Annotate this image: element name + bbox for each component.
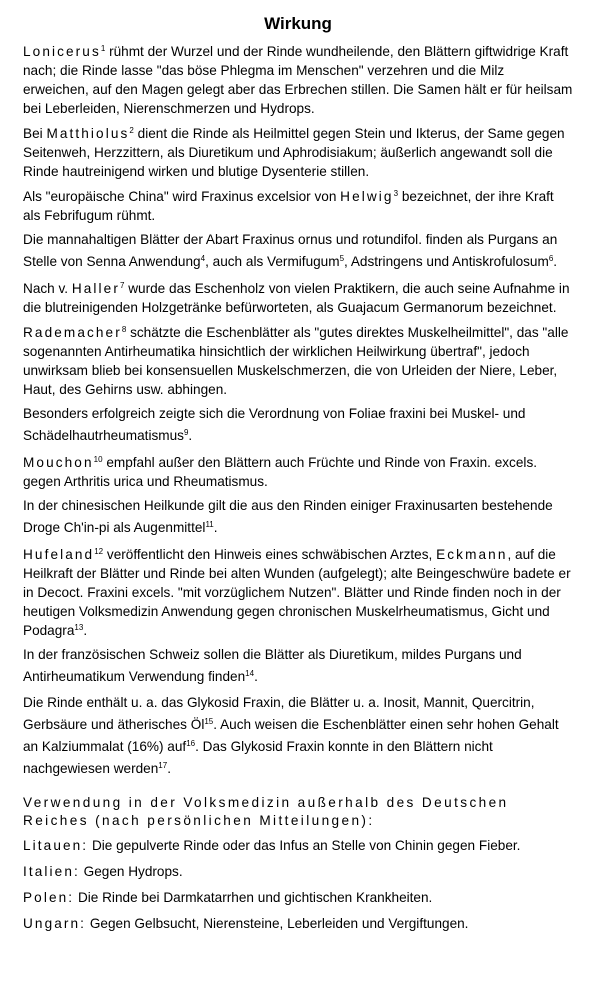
footnote-ref: 6: [548, 254, 554, 263]
paragraph-text: rühmt der Wurzel und der Rinde wundheilende, den Blättern giftwidrige Kraft nach; die Rinde lasse "das böse Phlegma im Menschen" verzehren und die Milz erweichen, auf den Magen gelegt aber das Erbrechen stillen. Die Samen hält er für heilsam bei Leberleiden, Nierenschmerzen und Hydrops.: [23, 44, 573, 116]
footnote-ref: 7: [119, 281, 125, 290]
paragraph-haller: [23, 279, 573, 317]
country-label: Polen:: [23, 890, 75, 905]
paragraph-text: Die mannahaltigen Blätter der Abart Fraxinus ornus und rotundifol. finden als Purgans an Stelle von Senna Anwendung: [23, 232, 558, 269]
paragraph-mouchon: [23, 453, 573, 491]
paragraph-foliae: [23, 403, 573, 447]
paragraph-text: .: [213, 520, 218, 535]
footnote-ref: 15: [204, 717, 214, 726]
paragraph-text: wurde das Eschenholz von vielen Praktikern, die auch seine Aufnahme in die blutreinigenden Holzgetränke befürworteten, als Guajacum Germanorum bezeichnet.: [23, 281, 570, 315]
paragraph-text: .: [83, 623, 88, 638]
list-item-text: Gegen Gelbsucht, Nierensteine, Leberleiden und Vergiftungen.: [89, 916, 469, 931]
paragraph-text: schätzte die Eschenblätter als "gutes direktes Muskelheilmittel", das "alle sogenannten Antirheumatika hinsichtlich der wirklichen Heilwirkung übertraf", jedoch unwirksam blieb bei konsensuellen Muskelschmerzen, die von Urleiden der Niere, Leber, Haut, des Gehirns usw. abhingen.: [23, 325, 569, 397]
paragraph-text: . Auch weisen die Eschenblätter einen sehr hohen Gehalt an Kalziummalat (16%) auf: [23, 717, 559, 754]
section-heading-volksmedizin: Verwendung in der Volksmedizin außerhalb des Deutschen Reiches (nach persönlichen Mitteilungen):: [23, 795, 509, 828]
paragraph-text: , auch als Vermifugum: [205, 254, 340, 269]
author-name: Eckmann: [436, 547, 508, 562]
paragraph-lonicerus: [23, 42, 573, 118]
paragraph-text: Besonders erfolgreich zeigte sich die Verordnung von Foliae fraxini bei Muskel- und Schädelhautrheumatismus: [23, 406, 526, 443]
footnote-ref: 8: [121, 325, 127, 334]
paragraph-rademacher: [23, 323, 573, 399]
paragraph-text: empfahl außer den Blättern auch Früchte und Rinde von Fraxin. excels. gegen Arthritis urica und Rheumatismus.: [23, 455, 538, 489]
country-label: Litauen:: [23, 838, 89, 853]
list-item-text: Die Rinde bei Darmkatarrhen und gichtischen Krankheiten.: [77, 890, 433, 905]
paragraph-text: .: [254, 669, 258, 684]
footnote-ref: 13: [74, 623, 84, 632]
paragraph-text: In der chinesischen Heilkunde gilt die aus den Rinden einiger Fraxinusarten bestehende Droge Ch'in-pi als Augenmittel: [23, 498, 553, 535]
author-name: Hufeland: [23, 547, 95, 562]
paragraph-inhaltsstoffe: [23, 692, 573, 780]
footnote-ref: 11: [205, 520, 214, 529]
country-label: Italien:: [23, 864, 80, 879]
paragraph-text: Die Rinde enthält u. a. das Glykosid Fraxin, die Blätter u. a. Inosit, Mannit, Quercitrin, Gerbsäure und ätherisches Öl: [23, 695, 535, 732]
author-name: Rademacher: [23, 325, 122, 340]
footnote-ref: 5: [339, 254, 345, 263]
paragraph-lead: Als "europäische China" wird Fraxinus excelsior von: [23, 189, 337, 204]
paragraph-text: .: [167, 761, 171, 776]
list-item-litauen: [23, 836, 573, 856]
footnote-ref: 10: [93, 455, 103, 464]
paragraph-text: veröffentlicht den Hinweis eines schwäbischen Arztes,: [106, 547, 433, 562]
page-title: Wirkung: [264, 14, 332, 33]
list-item-ungarn: [23, 914, 573, 934]
footnote-ref: 17: [158, 761, 168, 770]
paragraph-text: , auf die Heilkraft der Blätter und Rinde bei alten Wunden (aufgelegt); alte Beingeschwüre badete er in Decoct. Fraxini excels. "mit vorzüglichem Nutzen". Blätter und Rinde finden noch in der heutigen Volksmedizin Anwendung gegen chronischen Muskelrheumatismus, Gicht und Podagra: [23, 547, 571, 638]
paragraph-text: In der französischen Schweiz sollen die Blätter als Diuretikum, mildes Purgans und Antirheumatikum Verwendung finden: [23, 647, 522, 684]
paragraph-hufeland: [23, 545, 573, 640]
paragraph-schweiz: [23, 644, 573, 688]
footnote-ref: 4: [200, 254, 206, 263]
paragraph-text: .: [188, 428, 193, 443]
list-item-polen: [23, 888, 573, 908]
footnote-ref: 12: [94, 547, 104, 556]
paragraph-chinese: [23, 495, 573, 539]
list-item-text: Die gepulverte Rinde oder das Infus an Stelle von Chinin gegen Fieber.: [91, 838, 521, 853]
author-name: Haller: [71, 281, 120, 296]
paragraph-ornus: [23, 229, 573, 273]
footnote-ref: 14: [245, 669, 255, 678]
paragraph-helwig: [23, 187, 573, 225]
footnote-ref: 3: [393, 189, 399, 198]
paragraph-text: , Adstringens und Antiskrofulosum: [344, 254, 549, 269]
paragraph-lead: Nach v.: [23, 281, 69, 296]
author-name: Mouchon: [23, 455, 94, 470]
footnote-ref: 1: [100, 44, 106, 53]
paragraph-matthiolus: [23, 124, 573, 181]
list-item-italien: [23, 862, 573, 882]
country-label: Ungarn:: [23, 916, 87, 931]
author-name: Lonicerus: [23, 44, 101, 59]
author-name: Helwig: [340, 189, 394, 204]
paragraph-lead: Bei: [23, 126, 43, 141]
paragraph-text: .: [553, 254, 558, 269]
paragraph-text: . Das Glykosid Fraxin konnte in den Blättern nicht nachgewiesen werden: [23, 739, 493, 776]
footnote-ref: 2: [129, 126, 134, 135]
author-name: Matthiolus: [46, 126, 130, 141]
footnote-ref: 16: [186, 739, 196, 748]
list-item-text: Gegen Hydrops.: [83, 864, 183, 879]
footnote-ref: 9: [183, 428, 189, 437]
paragraph-text: dient die Rinde als Heilmittel gegen Stein und Ikterus, der Same gegen Seitenweh, Herzzittern, als Diuretikum und Aphrodisiakum; äußerlich angewandt soll die Rinde hautreinigend wirken und blutige Dysenterie stillen.: [23, 126, 565, 179]
paragraph-text: bezeichnet, der ihre Kraft als Febrifugum rühmt.: [23, 189, 554, 223]
